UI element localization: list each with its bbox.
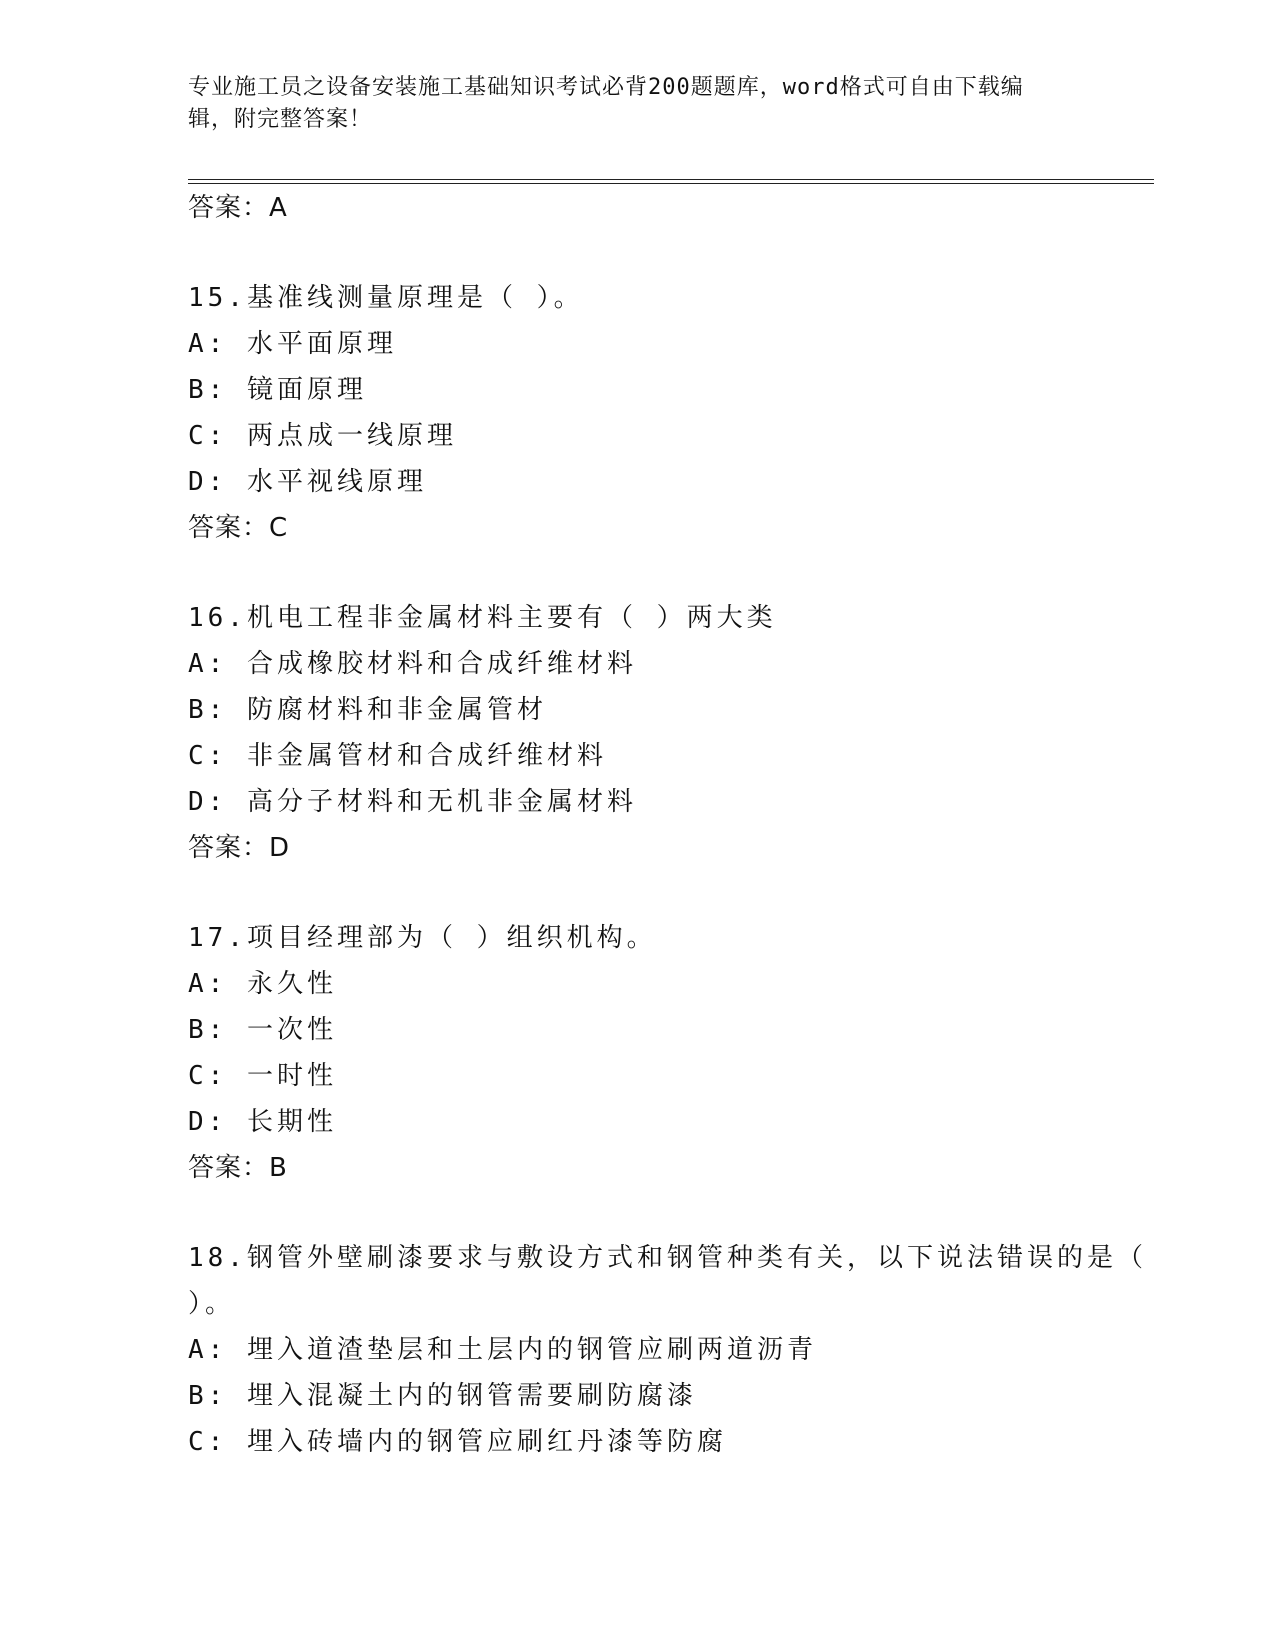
option-b: B: 埋入混凝土内的钢管需要刷防腐漆 — [188, 1381, 697, 1411]
question-15 — [188, 275, 1154, 551]
question-18 — [188, 1235, 1167, 1465]
page-header-text: 专业施工员之设备安装施工基础知识考试必背200题题库，word格式可自由下载编辑，附完整答案！ — [188, 75, 1024, 132]
option-d: D: 水平视线原理 — [188, 467, 427, 497]
option-a: A: 永久性 — [188, 969, 337, 999]
answer-line: 答案：D — [188, 833, 291, 863]
question-content — [188, 185, 1167, 1465]
option-c: C: 一时性 — [188, 1061, 337, 1091]
spacer — [188, 231, 1154, 275]
previous-answer: 答案：A — [188, 193, 288, 223]
header-divider-line — [188, 179, 1154, 180]
question-title: 16.机电工程非金属材料主要有（ ）两大类 — [188, 603, 777, 633]
option-a: A: 合成橡胶材料和合成纤维材料 — [188, 649, 637, 679]
question-title: 18.钢管外壁刷漆要求与敷设方式和钢管种类有关，以下说法错误的是（ ）。 — [188, 1243, 1167, 1319]
answer-line: 答案：B — [188, 1153, 288, 1183]
spacer — [188, 1191, 1154, 1235]
question-title: 17.项目经理部为（ ）组织机构。 — [188, 923, 657, 953]
question-16 — [188, 595, 1154, 871]
option-a: A: 埋入道渣垫层和土层内的钢管应刷两道沥青 — [188, 1335, 817, 1365]
answer-line: 答案：C — [188, 513, 289, 543]
option-c: C: 埋入砖墙内的钢管应刷红丹漆等防腐 — [188, 1427, 727, 1457]
spacer — [188, 551, 1154, 595]
question-17 — [188, 915, 1154, 1191]
header-divider-line-secondary — [188, 183, 1154, 184]
option-d: D: 长期性 — [188, 1107, 337, 1137]
option-c: C: 两点成一线原理 — [188, 421, 457, 451]
spacer — [188, 871, 1154, 915]
option-a: A: 水平面原理 — [188, 329, 397, 359]
option-c: C: 非金属管材和合成纤维材料 — [188, 741, 607, 771]
option-d: D: 高分子材料和无机非金属材料 — [188, 787, 637, 817]
option-b: B: 镜面原理 — [188, 375, 367, 405]
option-b: B: 一次性 — [188, 1015, 337, 1045]
question-title: 15.基准线测量原理是（ ）。 — [188, 283, 584, 313]
option-b: B: 防腐材料和非金属管材 — [188, 695, 547, 725]
